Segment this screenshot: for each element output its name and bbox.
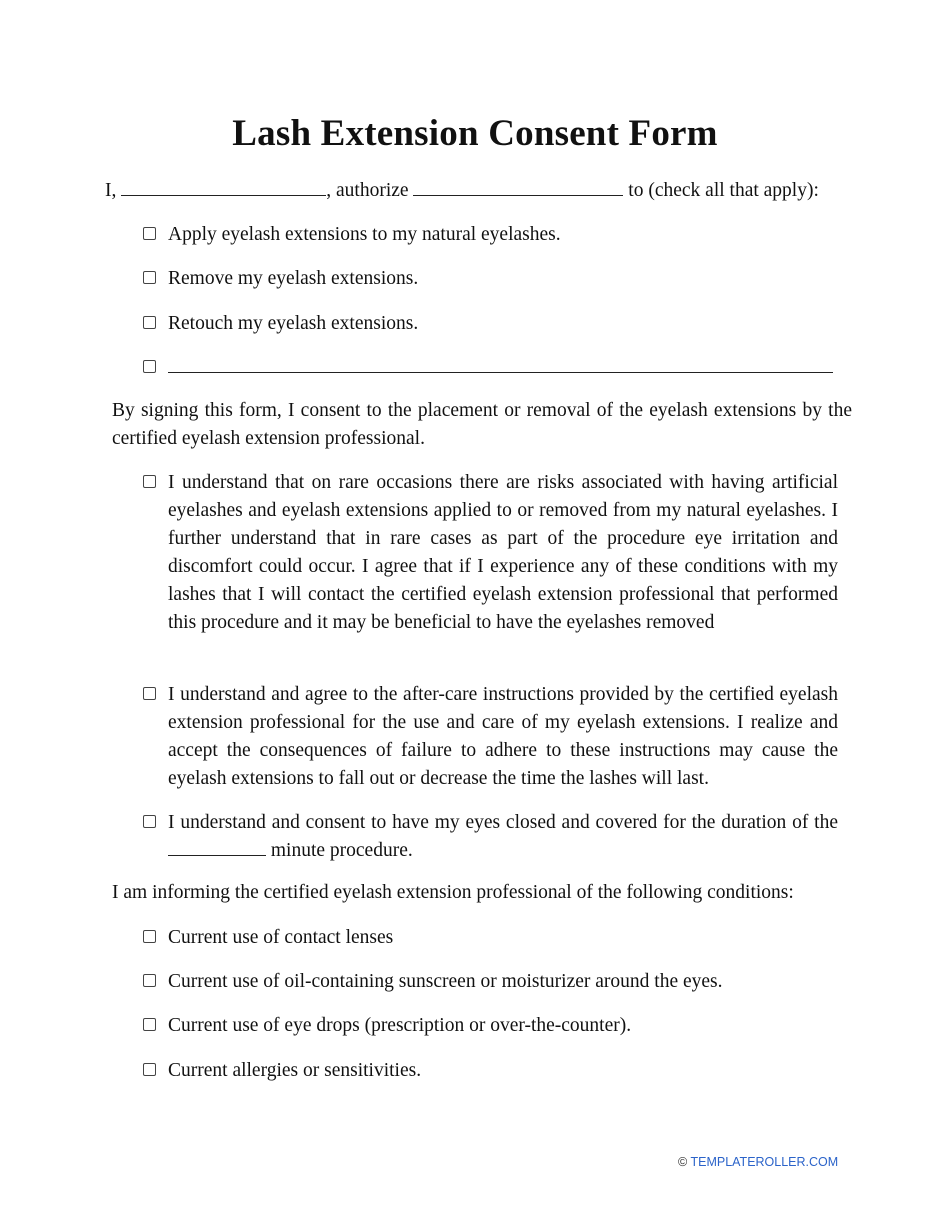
ack-text-aftercare: I understand and agree to the after-care instructions provided by the certified eyelash extension professional for the use and care of my eyelash extensions. I realize and accept the consequences of failure to adhere to these instructions may cause the eyelash extensions to fall out or decrease the time the lashes will last. (168, 684, 838, 789)
footer-link[interactable] (678, 1155, 838, 1169)
service-label-retouch: Retouch my eyelash extensions. (168, 313, 419, 334)
conditions-intro: I am informing the certified eyelash extension professional of the following conditions: (112, 882, 794, 903)
condition-checkbox-sunscreen[interactable] (143, 974, 156, 987)
condition-label-allergies: Current allergies or sensitivities. (168, 1060, 422, 1081)
ack-checkbox-eyes-closed[interactable] (143, 815, 156, 828)
client-name-field[interactable] (121, 177, 326, 196)
copyright-icon: © (678, 1155, 688, 1169)
condition-checkbox-contacts[interactable] (143, 930, 156, 943)
intro-suffix: to (check all that apply): (628, 180, 819, 201)
consent-paragraph: By signing this form, I consent to the placement or removal of the eyelash extensions by the certified eyelash extension professional. (112, 400, 852, 449)
service-checkbox-apply[interactable] (143, 227, 156, 240)
service-label-remove: Remove my eyelash extensions. (168, 268, 419, 289)
page-title: Lash Extension Consent Form (232, 113, 718, 154)
condition-label-eyedrops: Current use of eye drops (prescription or over-the-counter). (168, 1015, 632, 1036)
service-checkbox-other[interactable] (143, 360, 156, 373)
condition-label-contacts: Current use of contact lenses (168, 927, 394, 948)
condition-checkbox-eyedrops[interactable] (143, 1018, 156, 1031)
ack-checkbox-aftercare[interactable] (143, 687, 156, 700)
professional-name-field[interactable] (413, 177, 623, 196)
service-other-line (168, 354, 833, 382)
ack-checkbox-risks[interactable] (143, 475, 156, 488)
ack-text-risks: I understand that on rare occasions there are risks associated with having artificial eyelashes and eyelash extensions applied to or removed from my natural eyelashes. I further understand that in rare cases as part of the procedure eye irritation and discomfort could occur. I agree that if I experience any of these conditions with my lashes that I will contact the certified eyelash extension professional that performed this procedure and it may be beneficial to have the eyelashes removed (168, 472, 838, 633)
intro-prefix: I, (105, 180, 117, 201)
intro-middle: , authorize (326, 180, 409, 201)
service-other-field[interactable] (168, 354, 833, 373)
service-checkbox-remove[interactable] (143, 271, 156, 284)
condition-label-sunscreen: Current use of oil-containing sunscreen or moisturizer around the eyes. (168, 971, 723, 992)
footer-brand: TEMPLATEROLLER.COM (690, 1155, 839, 1169)
ack-text-eyes-closed (168, 809, 838, 865)
condition-checkbox-allergies[interactable] (143, 1063, 156, 1076)
service-label-apply: Apply eyelash extensions to my natural eyelashes. (168, 224, 561, 245)
service-checkbox-retouch[interactable] (143, 316, 156, 329)
intro-line (105, 177, 819, 205)
ack-eyes-closed-before: I understand and consent to have my eyes closed and covered for the duration of the (168, 812, 838, 833)
ack-eyes-closed-after: minute procedure. (270, 840, 413, 861)
procedure-minutes-field[interactable] (168, 837, 266, 856)
